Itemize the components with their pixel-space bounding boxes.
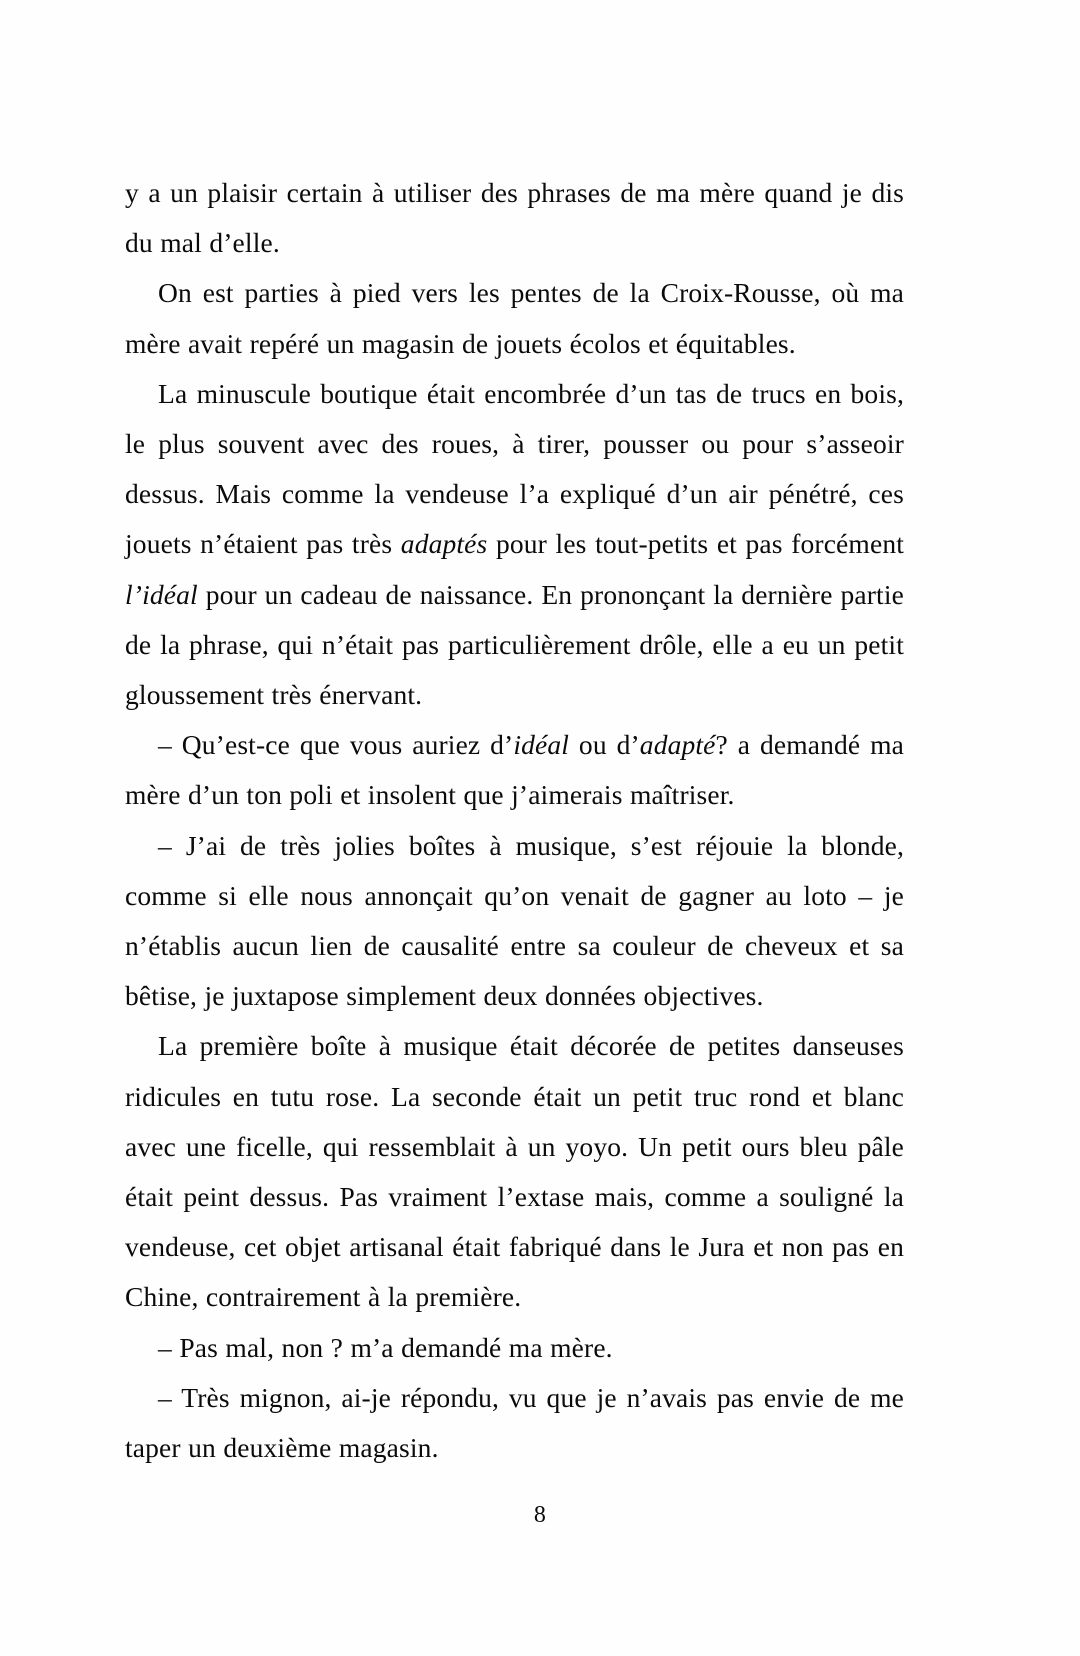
text-run: La minuscule boutique était encombrée d’un tas de trucs en bois, le plus souvent avec des roues, à tirer, pousser ou pour s’asseoir dessus. Mais comme la vendeuse l’a expliqué d’un air pénétré, ces jouets n’étaient pas très: [125, 377, 904, 560]
italic-emphasis-ideal: idéal: [513, 729, 570, 761]
text-run: On est parties à pied vers les pentes de la Croix-Rousse, où ma mère avait repéré un magasin de jouets écolos et équitables.: [125, 277, 904, 359]
text-run: – J’ai de très jolies boîtes à musique, s’est réjouie la blonde, comme si elle nous annonçait qu’on venait de gagner au loto – je n’établis aucun lien de causalité entre sa couleur de cheveux et sa bêtise, je juxtapose simplement deux données objectives.: [125, 829, 904, 1012]
page-number: 8: [533, 1502, 547, 1528]
paragraph-4-dialogue: [125, 720, 904, 820]
text-run: ? a demandé ma mère d’un ton poli et insolent que j’aimerais maîtriser.: [125, 729, 904, 811]
paragraph-8-dialogue: [125, 1373, 904, 1473]
italic-emphasis-lideal: l’idéal: [125, 578, 198, 610]
text-run: pour un cadeau de naissance. En prononçant la dernière partie de la phrase, qui n’était pas particulièrement drôle, elle a eu un petit gloussement très énervant.: [125, 578, 904, 711]
text-run: pour les tout-petits et pas forcément: [487, 528, 905, 560]
text-run: La première boîte à musique était décorée de petites danseuses ridicules en tutu rose. La seconde était un petit truc rond et blanc avec une ficelle, qui ressemblait à un yoyo. Un petit ours bleu pâle était peint dessus. Pas vraiment l’extase mais, comme a souligné la vendeuse, cet objet artisanal était fabriqué dans le Jura et non pas en Chine, contrairement à la première.: [125, 1030, 904, 1313]
text-run: – Pas mal, non ? m’a demandé ma mère.: [158, 1331, 613, 1363]
text-run: y a un plaisir certain à utiliser des phrases de ma mère quand je dis du mal d’elle.: [125, 177, 904, 259]
paragraph-3: [125, 369, 904, 720]
text-run: ou d’: [569, 729, 640, 761]
paragraph-7-dialogue: [125, 1323, 904, 1373]
italic-emphasis-adaptes: adaptés: [400, 528, 488, 560]
page-text-block: [125, 168, 904, 1473]
paragraph-6: [125, 1021, 904, 1322]
paragraph-1: [125, 168, 904, 268]
italic-emphasis-adapte: adapté: [639, 729, 716, 761]
text-run: – Qu’est-ce que vous auriez d’: [158, 729, 514, 761]
paragraph-5-dialogue: [125, 821, 904, 1022]
paragraph-2: [125, 268, 904, 368]
text-run: – Très mignon, ai-je répondu, vu que je n’avais pas envie de me taper un deuxième magasin.: [125, 1381, 904, 1464]
